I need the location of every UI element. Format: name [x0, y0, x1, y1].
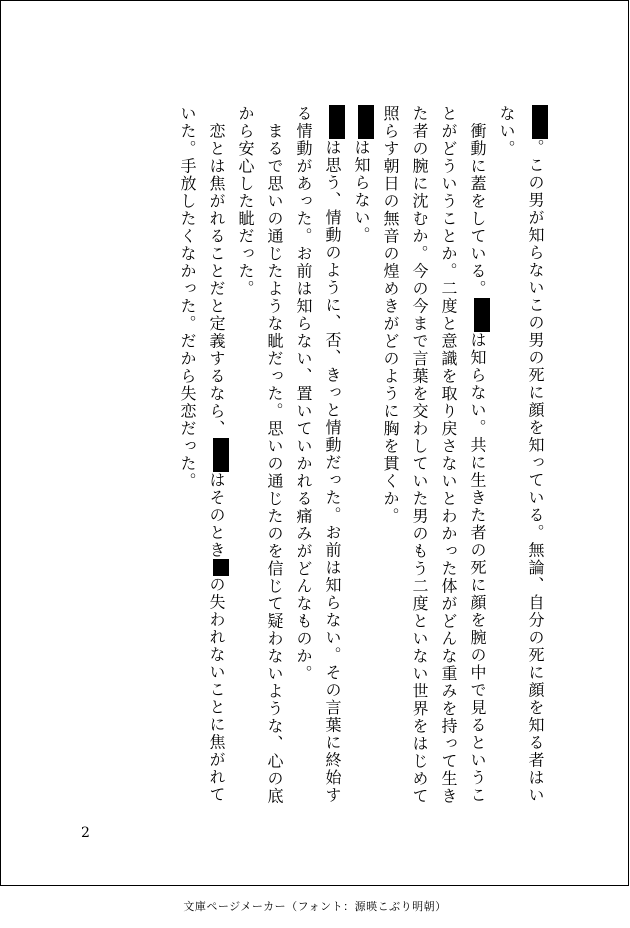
- paragraph: [289, 105, 347, 805]
- paragraph: [347, 105, 376, 805]
- text-run: まるで思いの通じたような眦だった。思いの通じたのを信じて疑わないような、心の底から安心した眦だった。: [236, 105, 284, 805]
- text-run: の失われないことに焦がれていた。手放したくなかった。だから失恋だった。: [178, 105, 226, 804]
- text-run: は知らない。: [352, 139, 371, 244]
- redaction-bar: [213, 559, 229, 576]
- text-run: 。この男が知らないこの男の死に顔を知っている。無論、自分の死に顔を知る者はいない。: [497, 105, 545, 804]
- paragraph: [231, 105, 289, 805]
- page-number: 2: [81, 825, 90, 841]
- redaction-bar: [358, 105, 374, 139]
- paragraph: [376, 105, 492, 805]
- text-run: はそのとき: [207, 471, 226, 559]
- text-run: 恋とは焦がれることだと定義するなら、: [207, 105, 226, 438]
- text-run: は知らない。共に生きた者の死に顔を腕の中で見るということがどういうことか。二度と意識を取り戻さないとわかった体がどんな重みを持って生きた者の腕に沈むか。今の今まで言葉を交わしていた男のもう二度といない世界をはじめて照らす朝日の無音の煌めきがどのように胸を貫くか。: [381, 105, 487, 805]
- paragraph: [173, 105, 231, 805]
- body-text: [173, 105, 550, 805]
- text-run: 衝動に蓋をしている。: [468, 105, 487, 298]
- footer-caption: 文庫ページメーカー（フォント：源暎こぶり明朝）: [183, 900, 447, 913]
- redaction-bar: [329, 105, 345, 139]
- redaction-bar: [474, 298, 490, 332]
- paragraph: [492, 105, 550, 805]
- redaction-bar: [213, 438, 229, 472]
- text-run: は思う、情動のように、否、きっと情動だった。お前は知らない。その言葉に終始する情動があった。お前は知らない、置いていかれる痛みがどんなものか。: [294, 105, 342, 804]
- redaction-bar: [532, 105, 548, 139]
